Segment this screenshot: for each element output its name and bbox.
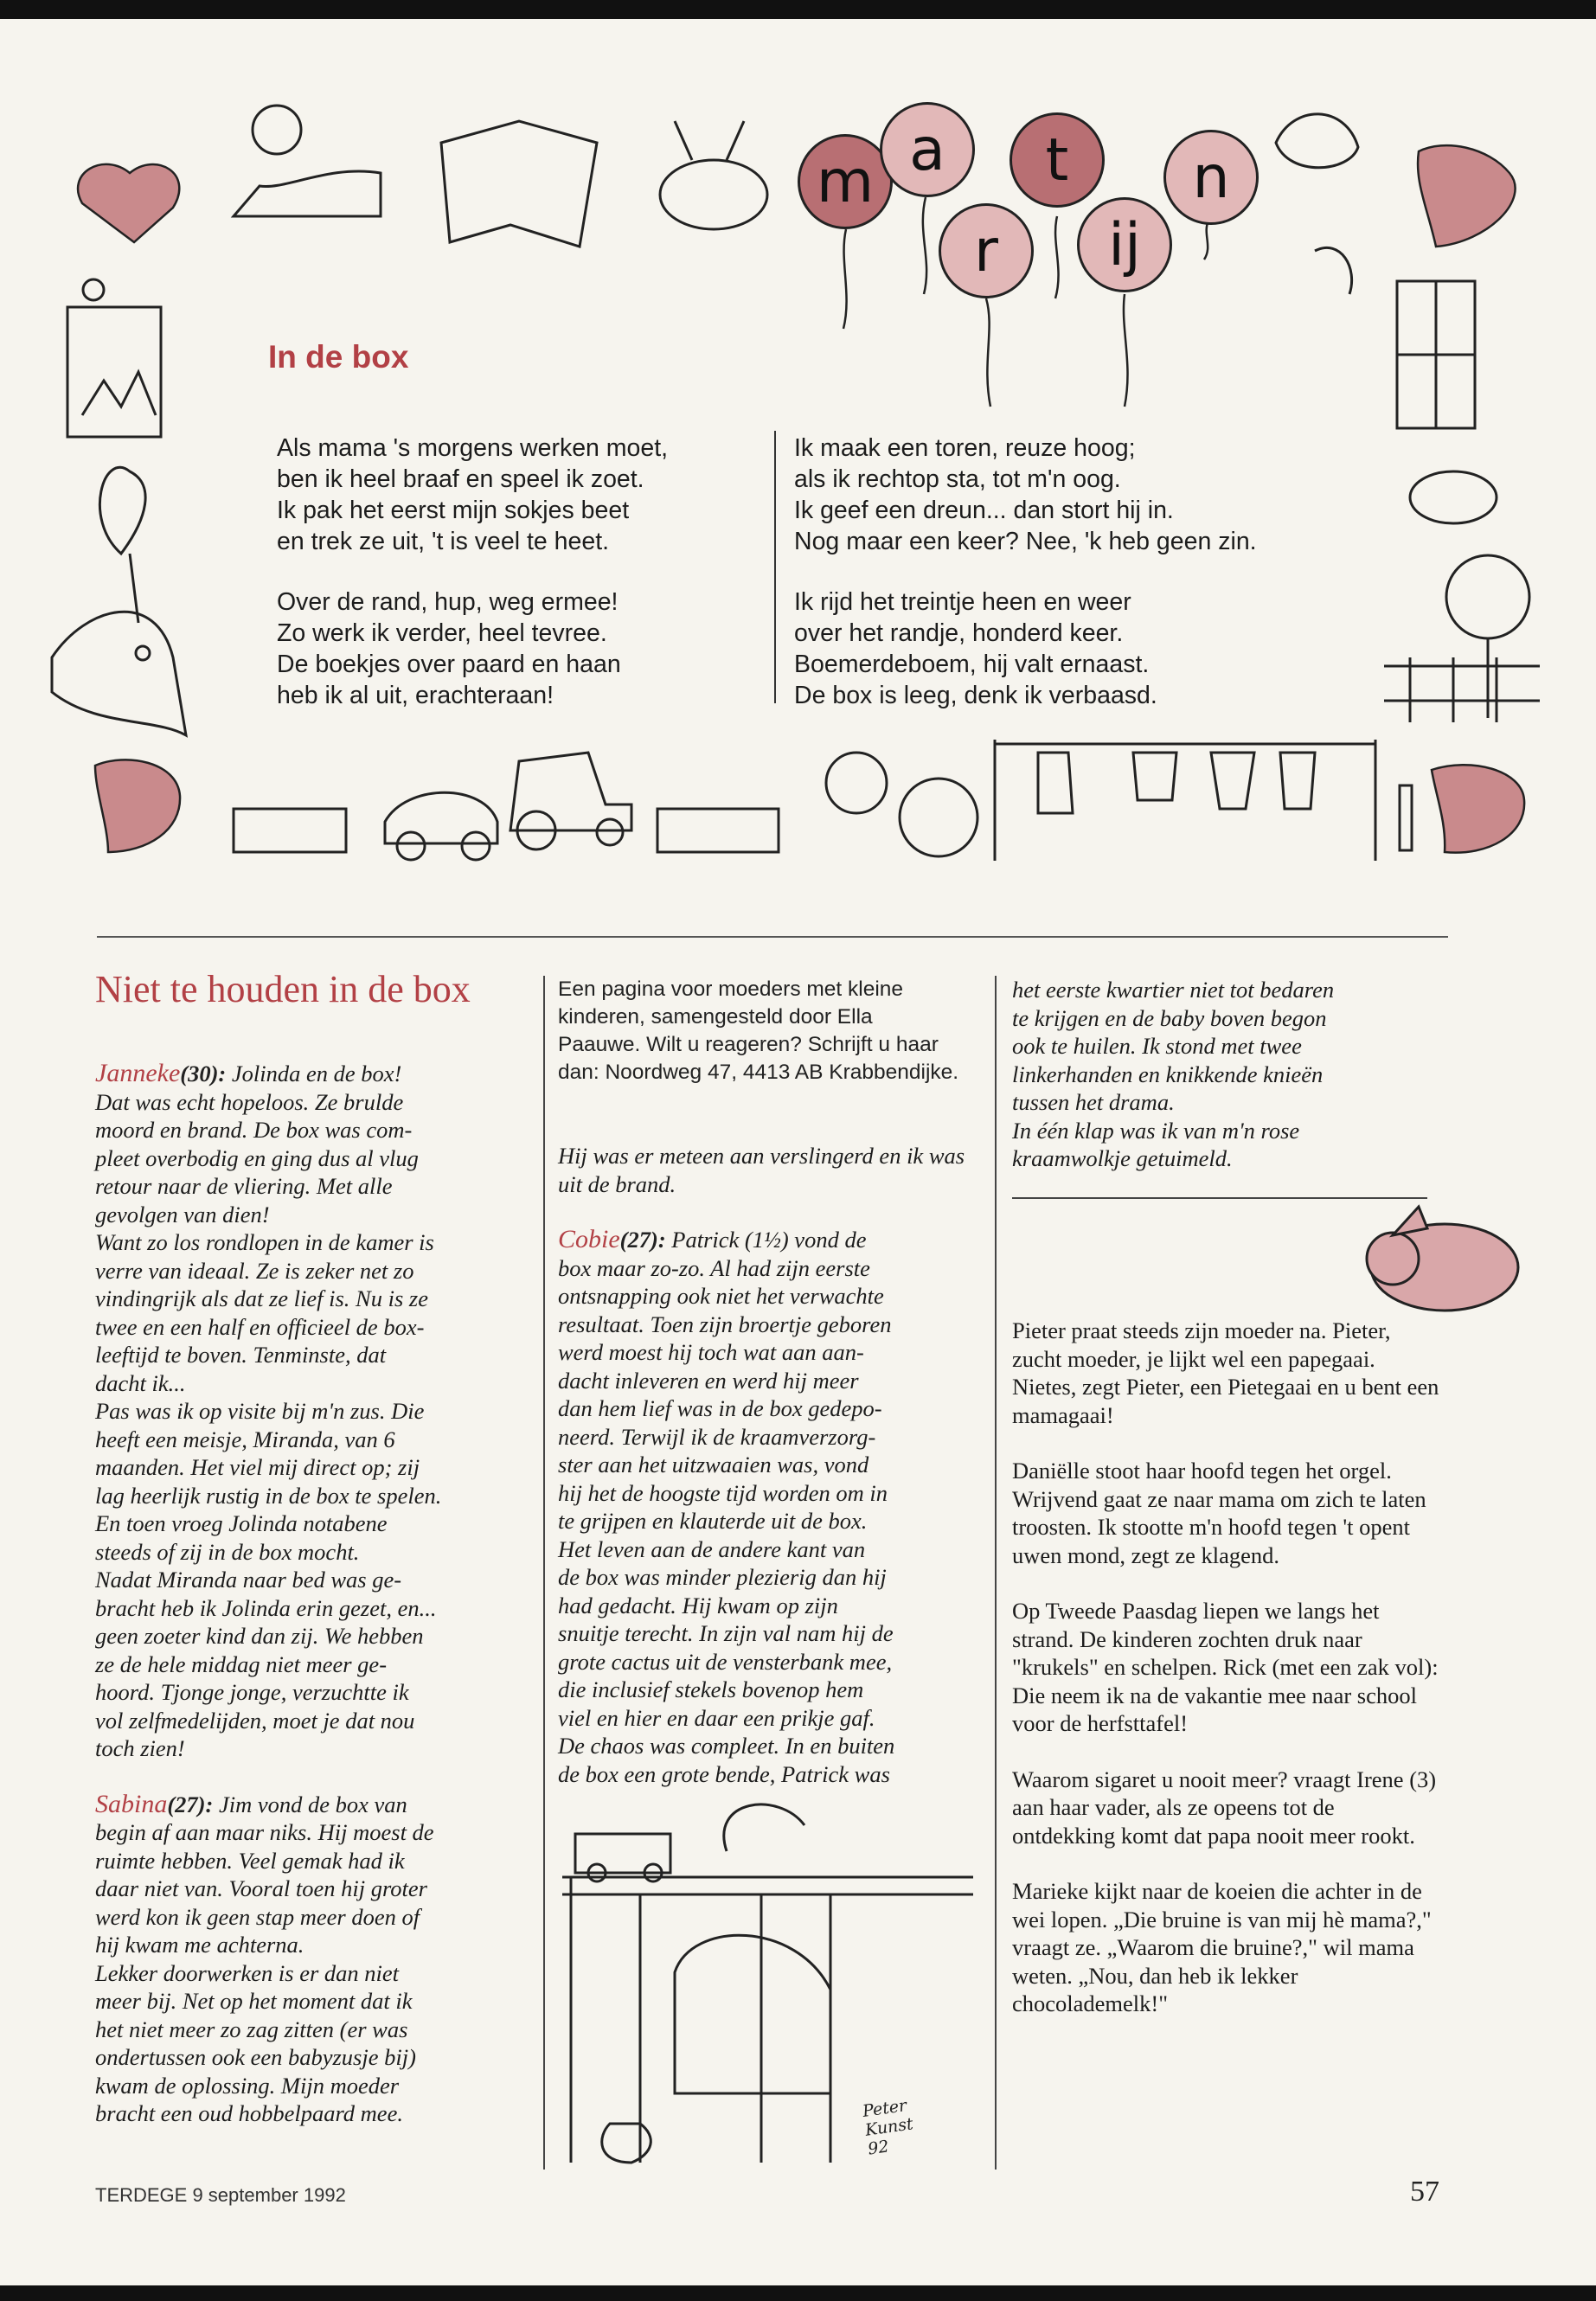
poem-divider xyxy=(774,431,776,703)
poem-stanza-2: Over de rand, hup, weg ermee! Zo werk ik verder, heel tevree. De boekjes over paard en haan heb ik al uit, erachteraan! xyxy=(277,588,621,709)
text-line: te krijgen en de baby boven begon xyxy=(1012,1004,1327,1031)
pink-rabbit-drawing xyxy=(1367,1207,1518,1311)
text-line: Pas was ik op visite bij m'n zus. Die xyxy=(95,1398,425,1424)
heart-bottom-right xyxy=(1432,765,1524,852)
text-line: de box was minder plezierig dan hij xyxy=(558,1564,887,1590)
fence-drawing xyxy=(1384,657,1540,722)
janneke-body xyxy=(95,1088,528,1763)
text-line: steeds of zij in de box mocht. xyxy=(95,1538,360,1565)
heart-top-right xyxy=(1418,145,1516,247)
scan-bottom-edge xyxy=(0,2285,1596,2301)
text-line: maanden. Het viel mij direct op; zij xyxy=(95,1454,420,1480)
publication-footer: TERDEGE 9 september 1992 xyxy=(95,2184,346,2206)
text-line: toch zien! xyxy=(95,1735,185,1761)
anecdote: Pieter praat steeds zijn moeder na. Pieter, zucht moeder, je lijkt wel een papegaai. Nietes, zegt Pieter, een Pietegaai en u bent een mamagaai! xyxy=(1012,1317,1439,1428)
text-line: daar niet van. Vooral toen hij groter xyxy=(95,1875,427,1901)
text-line: verre van ideaal. Ze is zeker net zo xyxy=(95,1257,414,1284)
text-line: linkerhanden en knikkende knieën xyxy=(1012,1061,1324,1087)
balloon-letter: ij xyxy=(1077,197,1172,292)
balloon-letter: r xyxy=(939,203,1034,298)
text-line: In één klap was ik van m'n rose xyxy=(1012,1117,1300,1144)
text-line: Dat was echt hopeloos. Ze brulde xyxy=(95,1088,404,1115)
text-line: ster aan het uitzwaaien was, vond xyxy=(558,1452,869,1477)
balloon-m xyxy=(798,134,893,247)
text-line: meer bij. Net op het moment dat ik xyxy=(95,1988,413,2014)
anecdote: Op Tweede Paasdag liepen we langs het strand. De kinderen zochten druk naar "krukels" en schelpen. Rick (met een zak vol): Die neem ik na de vakantie mee naar school voor de herfsttafel! xyxy=(1012,1598,1439,1736)
heart-top-left xyxy=(78,164,179,242)
text-line: gevolgen van dien! xyxy=(95,1201,270,1227)
anecdote: Daniëlle stoot haar hoofd tegen het orgel. Wrijvend gaat ze naar mama om zich te laten troosten. Ik stootte m'n hoofd tegen 't opent uwen mond, zegt ze klagend. xyxy=(1012,1458,1426,1568)
pig-drawing xyxy=(1410,471,1497,523)
text-line: dan hem lief was in de box gedepo- xyxy=(558,1395,882,1421)
balloon-ij xyxy=(1077,197,1172,310)
text-line: te grijpen en klauterde uit de box. xyxy=(558,1508,868,1534)
cobie-line: Patrick (1½) vond de xyxy=(671,1227,867,1253)
text-line: Het leven aan de andere kant van xyxy=(558,1535,866,1562)
text-line: ruimte hebben. Veel gemak had ik xyxy=(95,1847,405,1874)
column-rule-1 xyxy=(543,976,545,2170)
text-line: pleet overbodig en ging dus al vlug xyxy=(95,1144,419,1171)
text-line: hoord. Tjonge jonge, verzuchtte ik xyxy=(95,1679,409,1705)
sabina-age: (27): xyxy=(167,1791,214,1817)
article-heading: Niet te houden in de box xyxy=(95,968,471,1010)
janneke-line: Jolinda en de box! xyxy=(231,1061,402,1086)
palm-drawing xyxy=(99,467,145,554)
tree-drawing xyxy=(1446,555,1529,638)
text-line: werd kon ik geen stap meer doen of xyxy=(95,1903,420,1930)
poem-stanza-3: Ik maak een toren, reuze hoog; als ik rechtop sta, tot m'n oog. Ik geef een dreun... dan stort hij in. Nog maar een keer? Nee, 'k heb geen zin. xyxy=(794,434,1257,555)
text-line: retour naar de vliering. Met alle xyxy=(95,1173,393,1199)
text-line: hij kwam me achterna. xyxy=(95,1932,304,1958)
balloon-letter: t xyxy=(1010,112,1105,208)
text-line: grote cactus uit de vensterbank mee, xyxy=(558,1648,893,1675)
text-line: bracht een oud hobbelpaard mee. xyxy=(95,2100,403,2126)
text-line: viel en hier en daar een prikje gaf. xyxy=(558,1704,875,1731)
article-intro: Een pagina voor moeders met kleine kinderen, samengesteld door Ella Paauwe. Wilt u reageren? Schrijft u haar dan: Noordweg 47, 4413 AB Krabbendijke. xyxy=(558,977,959,1084)
landscape-picture-drawing xyxy=(67,307,161,437)
text-line: het niet meer zo zag zitten (er was xyxy=(95,2016,408,2042)
janneke-name: Janneke xyxy=(95,1059,181,1087)
newspaper-drawing xyxy=(441,121,597,247)
text-line: Nadat Miranda naar bed was ge- xyxy=(95,1567,402,1593)
text-line: de box een grote bende, Patrick was xyxy=(558,1760,890,1787)
text-line: box maar zo-zo. Al had zijn eerste xyxy=(558,1254,870,1281)
text-line: snuitje terecht. In zijn val nam hij de xyxy=(558,1620,894,1646)
heart-bottom-left xyxy=(95,760,180,852)
text-line: had gedacht. Hij kwam op zijn xyxy=(558,1592,838,1618)
text-line: Lekker doorwerken is er dan niet xyxy=(95,1959,400,1986)
text-line: De chaos was compleet. In en buiten xyxy=(558,1733,895,1759)
text-line: kwam de oplossing. Mijn moeder xyxy=(95,2072,400,2099)
text-line: lag heerlijk rustig in de box te spelen. xyxy=(95,1482,442,1509)
text-line: Want zo los rondlopen in de kamer is xyxy=(95,1229,434,1255)
page-number: 57 xyxy=(1410,2176,1439,2208)
text-line: ook te huilen. Ik stond met twee xyxy=(1012,1033,1302,1059)
janneke-age: (30): xyxy=(180,1061,227,1086)
text-line: die inclusief stekels bovenop hem xyxy=(558,1676,864,1702)
illustration-signature: Peter Kunst 92 xyxy=(861,2096,914,2159)
text-line: hij het de hoogste tijd worden om in xyxy=(558,1479,888,1506)
horse-drawing xyxy=(52,612,186,735)
right-column-rule xyxy=(1012,1197,1427,1199)
balloon-letter: n xyxy=(1163,130,1259,225)
text-line: heeft een meisje, Miranda, van 6 xyxy=(95,1426,395,1452)
rabbit-drawing xyxy=(660,160,767,229)
text-line: dacht ik... xyxy=(95,1369,186,1396)
text-line: kraamwolkje getuimeld. xyxy=(1012,1145,1233,1171)
balloon-letter: a xyxy=(880,102,975,197)
text-line: geen zoeter kind dan zij. We hebben xyxy=(95,1623,424,1649)
pull-quote: Hij was er meteen aan verslingerd en ik was uit de brand. xyxy=(558,1143,965,1197)
candle-drawing xyxy=(1400,785,1412,850)
duck-drawing xyxy=(1276,114,1358,168)
text-line: dacht inleveren en werd hij meer xyxy=(558,1367,859,1394)
text-line: tussen het drama. xyxy=(1012,1089,1175,1115)
cobie-age: (27): xyxy=(619,1227,666,1253)
poem-stanza-1: Als mama 's morgens werken moet, ben ik heel braaf en speel ik zoet. Ik pak het eerst mijn sokjes beet en trek ze uit, 't is veel te heet. xyxy=(277,434,669,555)
text-line: vol zelfmedelijden, moet je dat nou xyxy=(95,1707,415,1734)
column-rule-2 xyxy=(995,976,997,2170)
balloon-n xyxy=(1163,130,1259,242)
cobie-name: Cobie xyxy=(558,1225,620,1253)
clothesline-drawing xyxy=(995,740,1375,861)
figure-drawing xyxy=(253,106,301,154)
text-line: twee en een half en officieel de box- xyxy=(95,1313,425,1340)
column-2 xyxy=(558,1142,973,1788)
birthday-cake-drawing xyxy=(657,809,779,852)
cake-drawing xyxy=(234,809,346,852)
text-line: werd moest hij toch wat aan aan- xyxy=(558,1339,864,1365)
section-divider xyxy=(97,936,1448,938)
poem-title: In de box xyxy=(268,339,409,375)
text-line: resultaat. Toen zijn broertje geboren xyxy=(558,1311,892,1337)
text-line: vindingrijk als dat ze lief is. Nu is ze xyxy=(95,1285,428,1311)
cobie-body xyxy=(558,1254,973,1789)
text-line: begin af aan maar niks. Hij moest de xyxy=(95,1819,434,1845)
poem-stanza-4: Ik rijd het treintje heen en weer over het randje, honderd keer. Boemerdeboem, hij valt ernaast. De box is leeg, denk ik verbaasd. xyxy=(794,588,1157,709)
column-3-continuation xyxy=(1012,976,1436,1173)
text-line: moord en brand. De box was com- xyxy=(95,1117,413,1143)
text-line: ondertussen ook een babyzusje bij) xyxy=(95,2044,416,2070)
text-line: bracht heb ik Jolinda erin gezet, en... xyxy=(95,1594,437,1621)
anecdote: Waarom sigaret u nooit meer? vraagt Irene (3) aan haar vader, als ze opeens tot de ontdekking komt dat papa nooit meer rookt. xyxy=(1012,1766,1437,1849)
text-line: leeftijd te boven. Tenminste, dat xyxy=(95,1342,387,1368)
text-line: En toen vroeg Jolinda notabene xyxy=(95,1510,388,1536)
sabina-name: Sabina xyxy=(95,1789,168,1818)
column-1 xyxy=(95,1060,528,2128)
sabina-body xyxy=(95,1818,528,2128)
sun-drawing xyxy=(83,279,104,300)
anecdotes-column xyxy=(1012,1317,1440,2046)
balloon-a xyxy=(880,102,975,215)
text-line: ontsnapping ook niet het verwachte xyxy=(558,1283,884,1309)
text-line: ze de hele middag niet meer ge- xyxy=(95,1650,388,1677)
balloon-letter: m xyxy=(798,134,893,229)
flowers-drawing xyxy=(826,753,887,813)
text-line: neerd. Terwijl ik de kraamverzorg- xyxy=(558,1423,876,1450)
text-line: het eerste kwartier niet tot bedaren xyxy=(1012,977,1335,1003)
sabina-line: Jim vond de box van xyxy=(218,1791,407,1817)
anecdote: Marieke kijkt naar de koeien die achter in de wei lopen. „Die bruine is van mij hè mama?," vraagt ze. „Waarom die bruine?," wil mama weten. „Nou, dan heb ik lekker chocolademelk!" xyxy=(1012,1878,1432,2016)
shoe-drawing xyxy=(234,171,381,216)
